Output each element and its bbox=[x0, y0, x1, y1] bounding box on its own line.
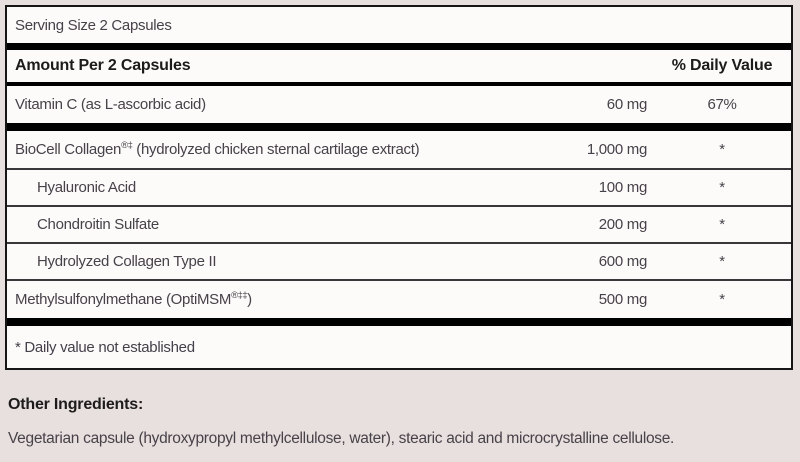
thick-divider-bar bbox=[7, 318, 791, 326]
ingredient-name: BioCell Collagen®‡ (hydrolyzed chicken sternal cartilage extract) bbox=[15, 140, 420, 158]
ingredient-row bbox=[7, 207, 791, 244]
amount-per-header: Amount Per 2 Capsules bbox=[15, 57, 191, 74]
ingredient-row bbox=[7, 86, 791, 123]
thick-divider-bar bbox=[7, 123, 791, 131]
daily-value-header: % Daily Value bbox=[671, 57, 773, 74]
ingredient-amount: 1,000 mg bbox=[586, 141, 647, 158]
ingredient-amount: 60 mg bbox=[606, 96, 647, 113]
ingredient-name: Hyaluronic Acid bbox=[37, 179, 136, 196]
supplement-facts-panel bbox=[5, 5, 793, 370]
serving-size-text: Serving Size 2 Capsules bbox=[15, 16, 172, 34]
ingredient-daily-value: * bbox=[719, 179, 725, 196]
footnote-row bbox=[7, 326, 791, 368]
ingredient-name: Hydrolyzed Collagen Type II bbox=[37, 253, 217, 270]
ingredient-daily-value: * bbox=[719, 291, 725, 308]
ingredient-row bbox=[7, 131, 791, 170]
other-ingredients-heading: Other Ingredients: bbox=[8, 396, 144, 413]
ingredient-amount: 200 mg bbox=[598, 216, 647, 233]
ingredient-name: Methylsulfonylmethane (OptiMSM®‡‡) bbox=[15, 290, 252, 308]
column-header-row bbox=[7, 50, 791, 82]
ingredient-daily-value: 67% bbox=[707, 96, 737, 113]
ingredient-row bbox=[7, 244, 791, 281]
ingredient-row bbox=[7, 281, 791, 318]
other-ingredients-text: Vegetarian capsule (hydroxypropyl methylcellulose, water), stearic acid and microcrystalline cellulose. bbox=[8, 430, 675, 447]
serving-size-row bbox=[7, 7, 791, 43]
ingredient-daily-value: * bbox=[719, 141, 725, 158]
ingredient-amount: 500 mg bbox=[598, 291, 647, 308]
ingredient-row bbox=[7, 170, 791, 207]
ingredient-daily-value: * bbox=[719, 253, 725, 270]
thick-divider-bar bbox=[7, 43, 791, 50]
ingredient-name: Chondroitin Sulfate bbox=[37, 216, 159, 233]
footnote-text: * Daily value not established bbox=[15, 338, 195, 356]
ingredient-daily-value: * bbox=[719, 216, 725, 233]
ingredient-amount: 100 mg bbox=[598, 179, 647, 196]
ingredient-amount: 600 mg bbox=[598, 253, 647, 270]
ingredient-name: Vitamin C (as L-ascorbic acid) bbox=[15, 96, 206, 113]
